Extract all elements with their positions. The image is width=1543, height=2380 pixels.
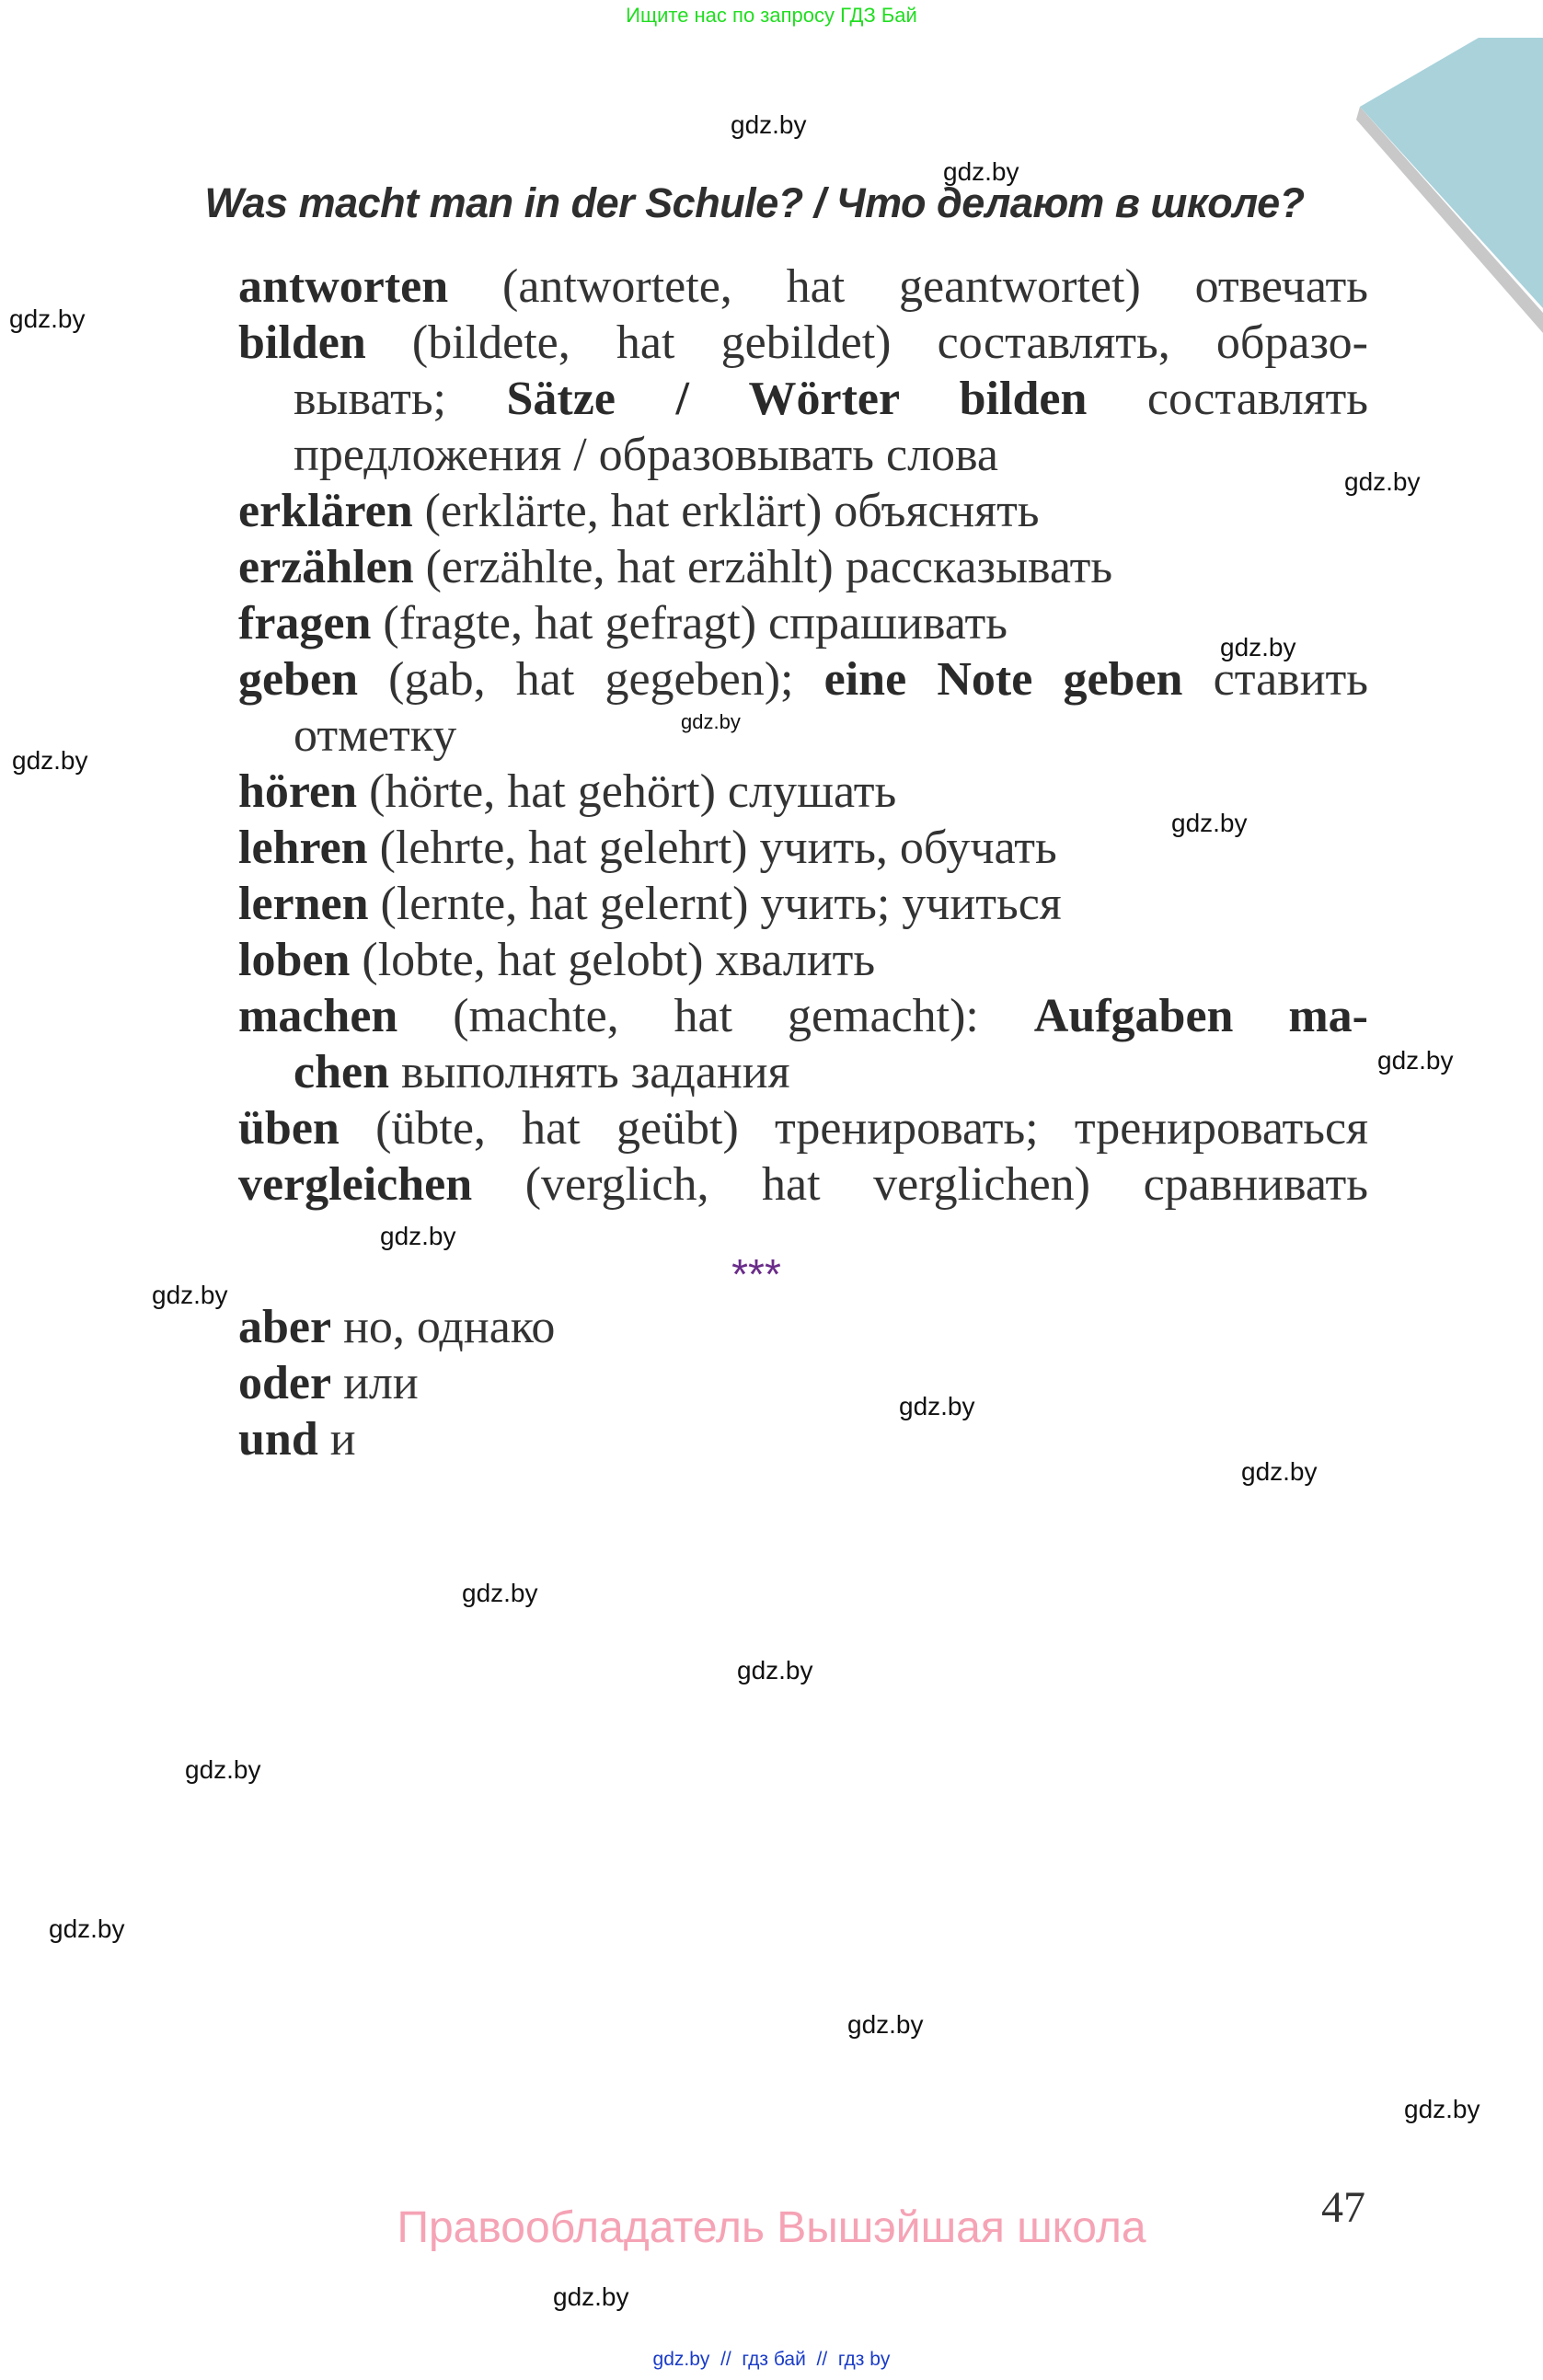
translation: (lobte, hat gelobt) хвалить — [350, 934, 876, 986]
translation: или — [331, 1357, 419, 1409]
translation: (hörte, hat gehört) слушать — [357, 765, 897, 818]
translation: составлять — [1087, 373, 1368, 425]
vocab-line — [238, 1411, 1368, 1467]
translation: выполнять задания — [389, 1046, 790, 1098]
german-term: aber — [238, 1301, 332, 1353]
translation: (antwortete, hat geantwortet) отвечать — [448, 260, 1368, 313]
watermark: gdz.by — [1377, 1046, 1454, 1075]
german-term: machen — [238, 990, 398, 1042]
watermark: gdz.by — [1404, 2095, 1480, 2123]
watermark: gdz.by — [1171, 809, 1248, 837]
translation: (übte, hat geübt) тренировать; тренироваться — [339, 1102, 1368, 1155]
watermark: gdz.by — [380, 1222, 456, 1250]
german-term: antworten — [238, 260, 449, 313]
german-term: erzählen — [238, 541, 414, 593]
watermark: gdz.by — [1220, 633, 1296, 661]
vocab-line — [238, 1299, 1368, 1355]
translation: (erklärte, hat erklärt) объяснять — [412, 485, 1040, 537]
translation: (gab, hat gegeben); — [358, 653, 824, 706]
vocab-line — [238, 988, 1368, 1044]
german-term: Sätze / Wörter bilden — [506, 373, 1088, 425]
translation: (lernte, hat gelernt) учить; учиться — [368, 878, 1062, 930]
german-term: vergleichen — [238, 1158, 473, 1211]
watermark: gdz.by — [847, 2010, 924, 2039]
translation: (fragte, hat gefragt) спрашивать — [371, 597, 1008, 650]
watermark: gdz.by — [9, 305, 86, 333]
translation: предложения / образовывать слова — [294, 429, 998, 481]
translation: (erzählte, hat erzählt) рассказывать — [413, 541, 1113, 593]
page-number: 47 — [1321, 2183, 1365, 2232]
german-term: geben — [238, 653, 358, 706]
vocab-line — [238, 539, 1368, 595]
vocab-line — [238, 1355, 1368, 1411]
translation: но, однако — [331, 1301, 556, 1353]
german-term: lehren — [238, 822, 368, 874]
vocab-line — [238, 595, 1368, 651]
bottom-links[interactable]: gdz.by // гдз бай // гдз by — [652, 2349, 891, 2370]
vocab-line — [238, 651, 1368, 707]
vocab-line — [238, 1156, 1368, 1213]
conjunction-list — [238, 1299, 1368, 1467]
german-term: fragen — [238, 597, 372, 650]
german-term: chen — [294, 1046, 389, 1098]
german-term: erklären — [238, 485, 413, 537]
watermark: gdz.by — [462, 1579, 538, 1607]
translation: отметку — [294, 709, 457, 762]
vocab-line — [238, 1100, 1368, 1156]
watermark: gdz.by — [12, 746, 88, 775]
translation: (bildete, hat gebildet) составлять, образо- — [365, 316, 1368, 369]
watermark: gdz.by — [1344, 467, 1421, 496]
translation: и — [317, 1413, 356, 1466]
watermark: gdz.by — [943, 157, 1019, 186]
watermark: gdz.by — [553, 2282, 629, 2311]
german-term: Aufgaben ma- — [1033, 990, 1368, 1042]
watermark: gdz.by — [681, 710, 741, 733]
watermark: gdz.by — [185, 1755, 261, 1784]
watermark: gdz.by — [737, 1656, 813, 1684]
german-term: üben — [238, 1102, 340, 1155]
german-term: lernen — [238, 878, 369, 930]
translation: (lehrte, hat gelehrt) учить, обучать — [367, 822, 1057, 874]
german-term: und — [238, 1413, 318, 1466]
vocab-line — [238, 1044, 1368, 1100]
separator: *** — [731, 1250, 781, 1298]
translation: (verglich, hat verglichen) сравнивать — [472, 1158, 1368, 1211]
watermark: gdz.by — [731, 110, 807, 139]
search-banner: Ищите нас по запросу ГДЗ Бай — [626, 4, 917, 27]
vocab-line — [238, 427, 1368, 483]
watermark: gdz.by — [899, 1392, 975, 1420]
vocab-line — [238, 707, 1368, 764]
german-term: eine Note geben — [823, 653, 1183, 706]
translation: вывать; — [294, 373, 507, 425]
vocab-line — [238, 315, 1368, 371]
watermark: gdz.by — [49, 1914, 125, 1943]
translation: (machte, hat gemacht): — [397, 990, 1034, 1042]
vocabulary-list — [238, 259, 1368, 1213]
section-title: Was macht man in der Schule? / Что делают в школе? — [204, 179, 1305, 226]
vocab-line — [238, 932, 1368, 988]
translation: ставить — [1182, 653, 1368, 706]
vocab-line — [238, 259, 1368, 315]
german-term: oder — [238, 1357, 332, 1409]
vocab-line — [238, 483, 1368, 539]
copyright-footer: Правообладатель Вышэйшая школа — [397, 2203, 1146, 2252]
watermark: gdz.by — [1241, 1457, 1318, 1486]
german-term: hören — [238, 765, 358, 818]
vocab-line — [238, 876, 1368, 932]
german-term: loben — [238, 934, 351, 986]
vocab-line — [238, 371, 1368, 427]
german-term: bilden — [238, 316, 366, 369]
watermark: gdz.by — [152, 1281, 228, 1309]
